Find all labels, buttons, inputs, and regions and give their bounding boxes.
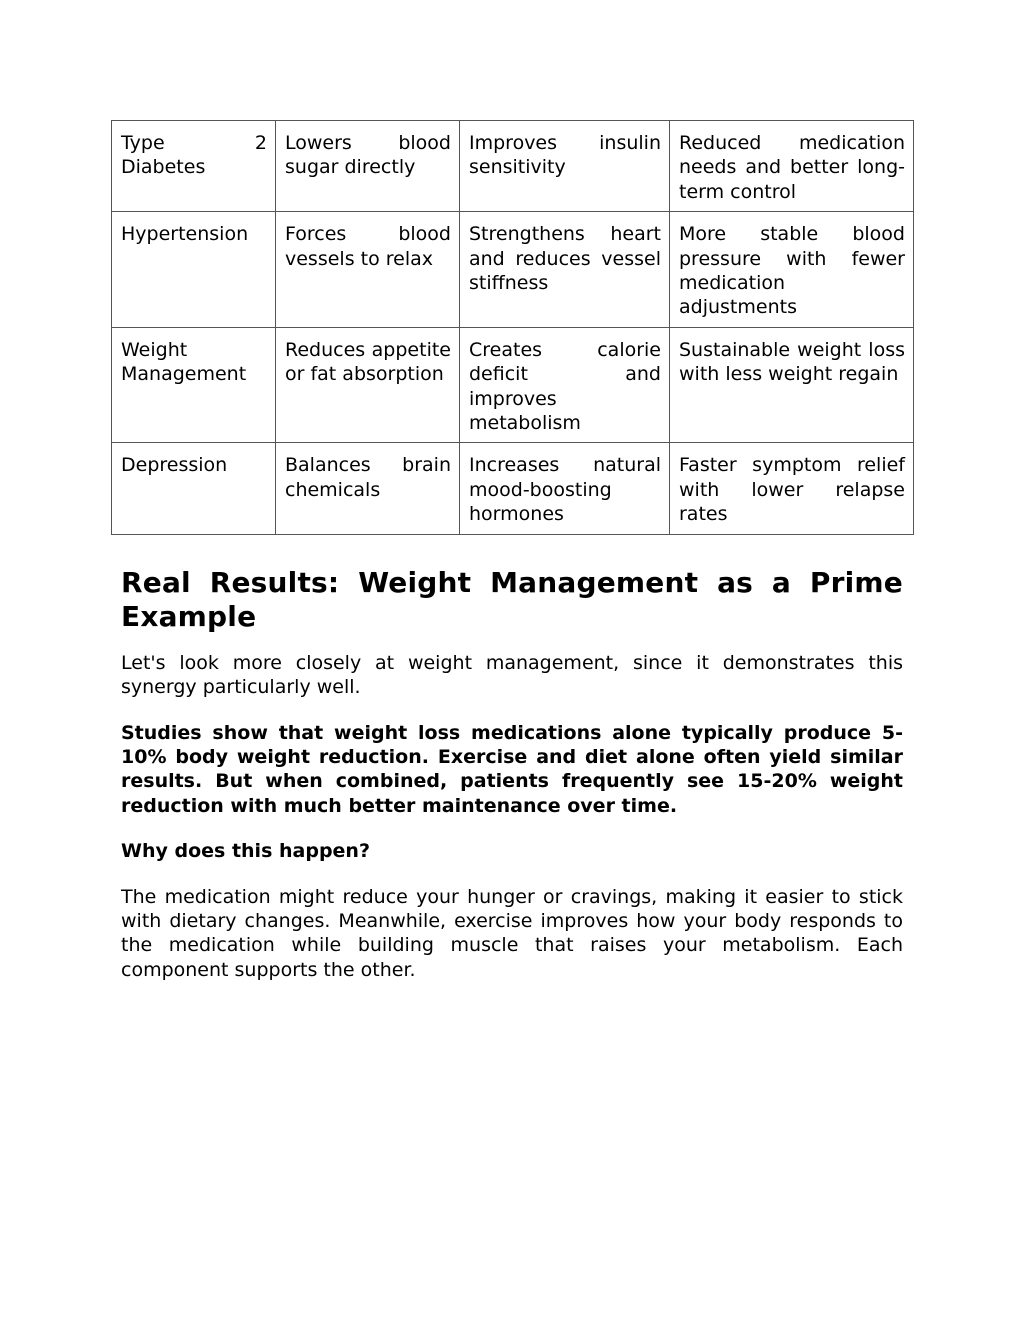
condition-cell: Depression [112, 443, 276, 534]
explanation-paragraph: The medication might reduce your hunger or cravings, making it easier to stick with dietary changes. Meanwhile, exercise improves how your body responds to the medication while building muscle that raises your metabolism. Each component supports the other. [121, 885, 903, 981]
condition-cell: Weight Management [112, 327, 276, 443]
condition-cell: Hypertension [112, 212, 276, 328]
conditions-table [111, 120, 914, 535]
medication-effect-cell: Balances brain chemicals [276, 443, 460, 534]
document-page [111, 120, 913, 982]
table-row [112, 121, 914, 212]
lifestyle-effect-cell: Creates calorie deficit and improves metabolism [460, 327, 670, 443]
lifestyle-effect-cell: Strengthens heart and reduces vessel stiffness [460, 212, 670, 328]
intro-paragraph: Let's look more closely at weight management, since it demonstrates this synergy particularly well. [121, 651, 903, 699]
combined-benefit-cell: More stable blood pressure with fewer medication adjustments [670, 212, 914, 328]
medication-effect-cell: Forces blood vessels to relax [276, 212, 460, 328]
lifestyle-effect-cell: Improves insulin sensitivity [460, 121, 670, 212]
table-row [112, 443, 914, 534]
combined-benefit-cell: Sustainable weight loss with less weight regain [670, 327, 914, 443]
table-row [112, 212, 914, 328]
section-content [111, 566, 913, 982]
combined-benefit-cell: Faster symptom relief with lower relapse rates [670, 443, 914, 534]
lifestyle-effect-cell: Increases natural mood-boosting hormones [460, 443, 670, 534]
table-row [112, 327, 914, 443]
combined-benefit-cell: Reduced medication needs and better long-term control [670, 121, 914, 212]
condition-cell: Type 2 Diabetes [112, 121, 276, 212]
question-heading: Why does this happen? [121, 840, 370, 863]
section-heading: Real Results: Weight Management as a Prime Example [121, 565, 903, 634]
medication-effect-cell: Lowers blood sugar directly [276, 121, 460, 212]
study-findings-paragraph: Studies show that weight loss medications alone typically produce 5-10% body weight reduction. Exercise and diet alone often yield similar results. But when combined, patients frequently see 15-20% weight reduction with much better maintenance over time. [121, 721, 903, 817]
medication-effect-cell: Reduces appetite or fat absorption [276, 327, 460, 443]
